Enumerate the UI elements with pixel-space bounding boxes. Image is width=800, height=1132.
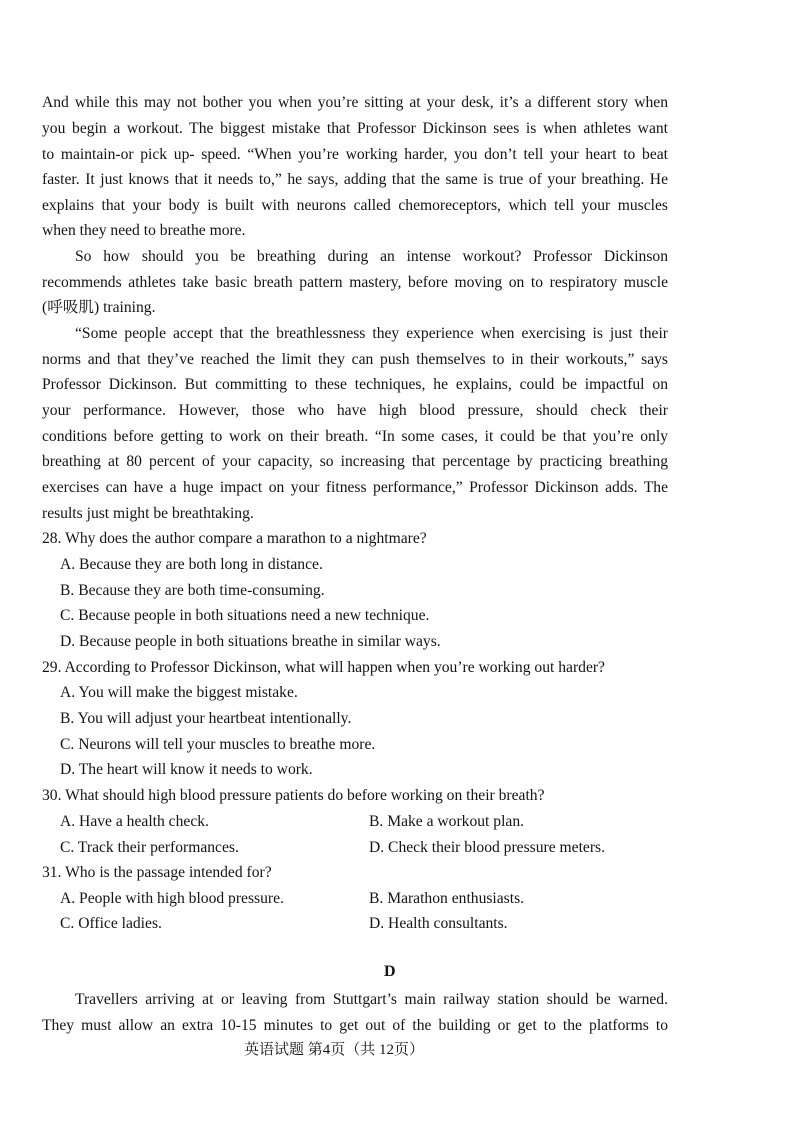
q30-option-a: A. Have a health check.	[60, 813, 209, 830]
passage-line: breathing at 80 percent of your capacity, so increasing that percentage by practicing breathing	[42, 453, 668, 470]
question-28-stem: 28. Why does the author compare a marathon to a nightmare?	[42, 530, 427, 547]
passage-line: Professor Dickinson. But committing to these techniques, he explains, could be impactful on	[42, 376, 668, 393]
question-30-stem: 30. What should high blood pressure patients do before working on their breath?	[42, 787, 545, 804]
q31-option-c: C. Office ladies.	[60, 915, 162, 932]
q29-option-c: C. Neurons will tell your muscles to breathe more.	[60, 736, 376, 753]
passage-line: So how should you be breathing during an intense workout? Professor Dickinson	[75, 248, 668, 265]
passage-line: They must allow an extra 10-15 minutes to get out of the building or get to the platforms to	[42, 1017, 668, 1034]
q31-option-d: D. Health consultants.	[369, 915, 508, 932]
q30-option-b: B. Make a workout plan.	[369, 813, 525, 830]
passage-line: faster. It just knows that it needs to,” he says, adding that the same is true of your breathing. He	[42, 171, 668, 188]
question-29-stem: 29. According to Professor Dickinson, what will happen when you’re working out harder?	[42, 659, 605, 676]
passage-line: when they need to breathe more.	[42, 222, 246, 239]
question-31-stem: 31. Who is the passage intended for?	[42, 864, 272, 881]
q31-option-a: A. People with high blood pressure.	[60, 890, 284, 907]
passage-line: recommends athletes take basic breath pattern mastery, before moving on to respiratory muscle	[42, 274, 668, 291]
q29-option-b: B. You will adjust your heartbeat intentionally.	[60, 710, 352, 727]
q28-option-d: D. Because people in both situations breathe in similar ways.	[60, 633, 441, 650]
q29-option-d: D. The heart will know it needs to work.	[60, 761, 313, 778]
section-d-heading: D	[384, 963, 396, 980]
passage-line: And while this may not bother you when you’re sitting at your desk, it’s a different story when	[42, 94, 668, 111]
passage-line: (呼吸肌) training.	[42, 299, 156, 316]
passage-line: Travellers arriving at or leaving from Stuttgart’s main railway station should be warned.	[75, 991, 668, 1008]
passage-line: norms and that they’ve reached the limit they can push themselves to in their workouts,” says	[42, 351, 668, 368]
passage-line: you begin a workout. The biggest mistake that Professor Dickinson sees is when athletes want	[42, 120, 668, 137]
q31-option-b: B. Marathon enthusiasts.	[369, 890, 525, 907]
q28-option-b: B. Because they are both time-consuming.	[60, 582, 325, 599]
passage-line: exercises can have a huge impact on your fitness performance,” Professor Dickinson adds. The	[42, 479, 668, 496]
q28-option-a: A. Because they are both long in distance.	[60, 556, 323, 573]
passage-line: to maintain-or pick up- speed. “When you’re working harder, you don’t tell your heart to beat	[42, 146, 668, 163]
passage-line: explains that your body is built with neurons called chemoreceptors, which tell your muscles	[42, 197, 668, 214]
q28-option-c: C. Because people in both situations need a new technique.	[60, 607, 430, 624]
q30-option-d: D. Check their blood pressure meters.	[369, 839, 606, 856]
passage-line: results just might be breathtaking.	[42, 505, 254, 522]
q29-option-a: A. You will make the biggest mistake.	[60, 684, 298, 701]
passage-line: your performance. However, those who have high blood pressure, should check their	[42, 402, 668, 419]
q30-option-c: C. Track their performances.	[60, 839, 239, 856]
page-footer: 英语试题 第4页（共 12页）	[244, 1042, 425, 1058]
passage-line: “Some people accept that the breathlessness they experience when exercising is just their	[75, 325, 668, 342]
passage-line: conditions before getting to work on their breath. “In some cases, it could be that you’re only	[42, 428, 668, 445]
